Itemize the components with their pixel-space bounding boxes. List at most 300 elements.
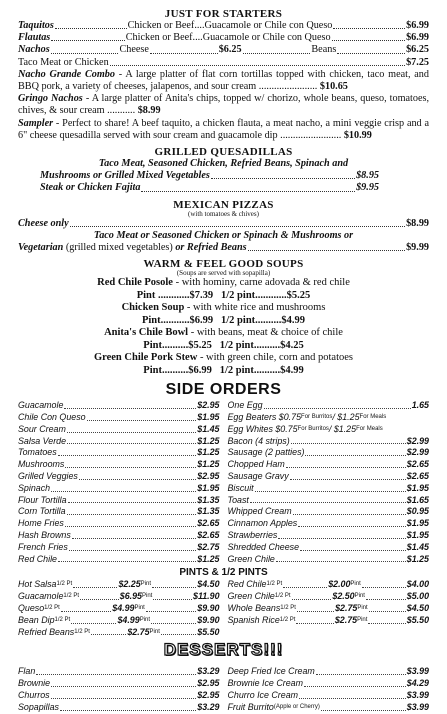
item-name: / $1.25 (332, 412, 360, 423)
dot-leader (304, 678, 406, 687)
dot-leader (366, 591, 406, 600)
item-name: Whipped Cream (227, 506, 292, 517)
starter-combo: Nacho Grande Combo - A large platter of flat corn tortillas topped with chicken, taco meat, and BBQ pork, a variety of cheeses, jalapenos, and sour cream ....................... $10.65 (18, 68, 429, 93)
item-price: $2.99 (406, 435, 429, 446)
item-price: $3.99 (406, 666, 429, 677)
dot-leader (70, 218, 405, 227)
pint-item (228, 579, 430, 591)
item-name: Deep Fried Ice Cream (227, 666, 315, 677)
dot-leader (51, 678, 196, 687)
item-price: $2.65 (406, 459, 429, 470)
item-name: / $1.25 (328, 423, 357, 434)
pint-item (18, 591, 220, 603)
side-order-item (228, 495, 430, 507)
item-name: or Refried Beans (175, 242, 247, 254)
item-desc: Cheese (119, 44, 149, 56)
dot-leader (71, 615, 116, 624)
pizzas-subheader: (with tomatoes & chives) (188, 209, 259, 218)
pizzas-header: MEXICAN PIZZAS (173, 198, 274, 211)
side-order-item (18, 542, 220, 554)
pint-label: Pint (149, 628, 160, 635)
dot-leader (58, 554, 196, 563)
dot-leader (65, 459, 196, 468)
side-order-item (18, 471, 220, 483)
dot-leader (150, 44, 218, 53)
dot-leader (243, 44, 311, 53)
dessert-item (18, 702, 220, 714)
dot-leader (337, 44, 405, 53)
item-note: For Burritos (297, 425, 329, 432)
item-price: $3.99 (406, 689, 429, 700)
side-order-item (228, 412, 430, 424)
item-desc: - A large platter of Anita's chips, topped w/ chorizo, whole beans, queso, tomatoes, chives, & sour cream (18, 93, 429, 117)
soup-item (18, 277, 429, 290)
item-name: Churro Ice Cream (227, 689, 299, 700)
item-price: $1.65 (406, 494, 429, 505)
side-orders-right (228, 400, 430, 565)
pint-price: $9.90 (197, 603, 220, 613)
item-name: Nachos (18, 44, 50, 56)
item-name: Nacho Grande Combo (18, 68, 115, 80)
item-price: $1.25 (197, 459, 220, 470)
item-name: Chile Con Queso (18, 412, 86, 423)
item-price: $1.35 (197, 506, 220, 517)
dot-leader (161, 627, 196, 636)
item-name: Toast (227, 494, 249, 505)
starter-nachos (18, 44, 429, 56)
pizza-cheese (18, 218, 429, 230)
half-pint-price: $2.00 (328, 579, 351, 590)
item-name: Strawberries (227, 530, 278, 541)
half-pint-price: $2.50 (332, 591, 355, 602)
pint-item (228, 603, 430, 615)
item-name: Refried Beans (18, 626, 75, 637)
item-name: Red Chile (227, 579, 267, 590)
item-price: $1.25 (197, 447, 220, 458)
item-price: $2.65 (406, 471, 429, 482)
side-order-item (18, 459, 220, 471)
item-price: $2.99 (406, 447, 429, 458)
item-name: Shredded Cheese (227, 541, 300, 552)
item-name: One Egg (227, 400, 263, 411)
item-desc: (grilled mixed vegetables) (63, 242, 176, 254)
dot-leader (60, 702, 196, 711)
dot-leader (73, 579, 117, 588)
desserts-right (228, 666, 430, 713)
soup-half-pint-price: 1/2 pint............$5.25 (221, 289, 311, 301)
pint-item (18, 603, 220, 615)
item-price: $2.95 (197, 678, 220, 689)
half-pint-label: 1/2 Pt (274, 593, 291, 600)
pizza-line-1 (18, 230, 429, 242)
pints-left (18, 579, 220, 638)
starter-nachos-meat (18, 57, 429, 69)
starter-flautas (18, 32, 429, 44)
item-name: Sampler (18, 117, 54, 129)
item-price: $1.25 (197, 553, 220, 564)
desserts-left (18, 666, 220, 713)
soups-list (18, 277, 429, 377)
item-name: Bacon (4 strips) (227, 435, 290, 446)
pint-price: $4.50 (197, 579, 220, 590)
dot-leader (67, 424, 196, 433)
side-order-item (18, 495, 220, 507)
dot-leader (298, 518, 406, 527)
item-note: For Meals (359, 414, 387, 421)
item-name: Green Chile (227, 553, 275, 564)
item-name: Flan (18, 666, 36, 677)
side-order-item (228, 471, 430, 483)
item-price: $6.25 (218, 44, 242, 56)
item-name: Queso (18, 603, 45, 613)
side-order-item (228, 400, 430, 412)
pint-label: Pint (350, 581, 361, 588)
desserts-columns (18, 666, 429, 713)
item-desc: Beans (311, 44, 337, 56)
soup-item (18, 302, 429, 315)
item-price: $2.75 (197, 541, 220, 552)
pint-item (18, 627, 220, 639)
side-orders-left (18, 400, 220, 565)
soup-pint-price: Pint..........$6.99 (143, 364, 212, 376)
dot-leader (51, 44, 119, 53)
pint-label: Pint (139, 616, 151, 623)
item-price: $8.95 (356, 170, 379, 182)
soup-name: Green Chile Pork Stew (93, 352, 198, 364)
side-order-item (228, 436, 430, 448)
pint-label: Pint (134, 605, 145, 611)
side-order-item (228, 530, 430, 542)
item-desc: Taco Meat, Seasoned Chicken, Refried Beans, Spinach and (98, 158, 349, 170)
dot-leader (87, 412, 197, 421)
half-pint-label: 1/2 Pt (63, 593, 80, 600)
item-name: Hot Salsa (18, 579, 57, 590)
soup-prices (18, 315, 429, 328)
starter-sampler: Sampler - Perfect to share! A beef taquito, a chicken flauta, a meat nacho, a mini veggie crisp and a 6" cheese quesadilla served with sour cream and guacamole dip ........................ $10.99 (18, 117, 429, 141)
item-name: Egg Whites $0.75 (227, 423, 298, 434)
side-order-item (228, 518, 430, 530)
side-order-item (228, 554, 430, 566)
item-name: Churros (18, 689, 50, 700)
pint-label: Pint (357, 616, 368, 623)
item-name: Hash Browns (18, 530, 71, 541)
dessert-item (18, 690, 220, 702)
quesadilla-line-3 (18, 182, 429, 194)
dessert-item (18, 678, 220, 690)
side-order-item (228, 506, 430, 518)
side-order-item (228, 447, 430, 459)
side-order-item (18, 554, 220, 566)
quesadillas-header: GRILLED QUESADILLAS (154, 146, 293, 159)
dessert-item (228, 690, 430, 702)
half-pint-price: $6.95 (119, 591, 142, 602)
item-name: Sour Cream (18, 423, 66, 434)
side-order-item (228, 459, 430, 471)
item-desc: Taco Meat or Chicken (18, 56, 109, 68)
dot-leader (305, 447, 405, 456)
dot-leader (64, 400, 196, 409)
dot-leader (332, 32, 405, 41)
dot-leader (362, 579, 406, 588)
item-desc: Mushrooms or Grilled Mixed Vegetables (40, 170, 210, 182)
side-orders-columns (18, 400, 429, 565)
dot-leader (55, 20, 127, 29)
dot-leader (333, 20, 405, 29)
item-price: $3.99 (406, 701, 429, 712)
item-desc: Chicken or Beef....Guacamole or Chile con Queso (125, 32, 331, 44)
item-desc: - Perfect to share! A beef taquito, a chicken flauta, a meat nacho, a mini veggie crisp and a 6" cheese quesadilla served with sour cream and guacamole dip (18, 117, 429, 141)
item-price: $2.65 (197, 518, 220, 529)
pint-price: $5.50 (406, 614, 430, 625)
item-price: $1.95 (197, 482, 220, 493)
item-price: $1.95 (406, 518, 429, 529)
pint-label: Pint (141, 593, 153, 600)
dot-leader (72, 530, 197, 539)
soup-desc: - with white rice and mushrooms (184, 302, 326, 314)
dot-leader (91, 627, 126, 636)
item-price: $4.29 (406, 678, 429, 689)
pint-price: $9.90 (197, 614, 220, 625)
dot-leader (286, 459, 406, 468)
item-price: $1.35 (197, 494, 220, 505)
item-price: $7.25 (406, 56, 429, 68)
dessert-item (18, 666, 220, 678)
dot-leader (316, 666, 406, 675)
pints-right (228, 579, 430, 638)
item-name: Guacamole (18, 400, 64, 411)
dessert-item (228, 678, 430, 690)
dot-leader (264, 400, 411, 409)
soup-pint-price: Pint ............$7.39 (136, 289, 214, 301)
side-order-item (18, 412, 220, 424)
soup-item (18, 352, 429, 365)
dot-leader (278, 530, 405, 539)
starter-taquitos (18, 20, 429, 32)
item-name: Brownie (18, 678, 51, 689)
dot-leader (80, 591, 119, 600)
item-price: $6.99 (406, 20, 430, 31)
item-name: Red Chile (18, 553, 57, 564)
starters-header: JUST FOR STARTERS (164, 8, 283, 20)
half-pint-label: 1/2 Pt (266, 581, 283, 588)
item-price: $10.65 (319, 81, 348, 93)
item-price: $6.25 (406, 44, 429, 56)
soup-half-pint-price: 1/2 pint..........$4.25 (219, 339, 304, 351)
side-order-item (18, 518, 220, 530)
soup-desc: - with beans, meat & choice of chile (188, 327, 343, 339)
dot-leader (276, 554, 406, 563)
soup-pint-price: Pint..........$5.25 (143, 339, 212, 351)
dot-leader (299, 690, 406, 699)
dot-leader (296, 615, 333, 624)
side-order-item (228, 483, 430, 495)
item-price: $1.95 (406, 530, 429, 541)
starter-gringo: Gringo Nachos - A large platter of Anita's chips, topped w/ chorizo, whole beans, queso, tomatoes, chives, & sour cream ........... $8.99 (18, 93, 429, 117)
half-pint-label: 1/2 Pt (56, 581, 73, 588)
item-name: Flautas (18, 32, 51, 44)
item-name: Egg Beaters $0.75 (227, 412, 302, 423)
side-order-item (18, 506, 220, 518)
item-price: $9.95 (356, 182, 379, 194)
item-name: Guacamole (18, 591, 64, 602)
dot-leader (248, 242, 405, 251)
dessert-item (228, 702, 430, 714)
item-name: Biscuit (227, 482, 254, 493)
dot-leader (250, 495, 406, 504)
item-name: Vegetarian (18, 242, 64, 254)
item-price: $1.25 (197, 435, 220, 446)
pint-label: Pint (354, 593, 365, 600)
soup-name: Anita's Chile Bowl (104, 327, 189, 339)
item-price: $3.29 (197, 701, 220, 712)
soup-prices (18, 290, 429, 303)
soup-name: Chicken Soup (121, 302, 185, 314)
item-desc: Chicken or Beef....Guacamole or Chile con Queso (127, 20, 333, 31)
item-price: $2.95 (197, 471, 220, 482)
half-pint-price: $2.25 (118, 579, 141, 590)
dot-leader (211, 170, 355, 179)
item-desc: - A large platter of flat corn tortillas topped with chicken, taco meat, and BBQ pork, a variety of cheeses, jalapenos, and sour cream (18, 68, 429, 93)
item-name: Fruit Burrito (227, 701, 274, 712)
side-order-item (18, 530, 220, 542)
dot-leader (68, 495, 197, 504)
pint-label: Pint (357, 605, 368, 611)
half-pint-label: 1/2 Pt (54, 616, 71, 623)
item-price: $1.45 (197, 423, 220, 434)
item-price: $1.25 (406, 553, 429, 564)
item-desc: Taco Meat or Seasoned Chicken or Spinach & Mushrooms or (93, 229, 354, 241)
pint-price: $4.50 (406, 603, 430, 613)
item-name: Whole Beans (227, 603, 281, 613)
soup-half-pint-price: 1/2 pint..........$4.99 (219, 364, 304, 376)
dessert-item (228, 666, 430, 678)
quesadilla-line-1 (18, 158, 429, 170)
desserts-header: DESSERTS!!! (163, 640, 284, 660)
pint-price: $11.90 (193, 591, 220, 602)
half-pint-price: $2.75 (127, 626, 150, 637)
item-name: Flour Tortilla (18, 494, 67, 505)
soup-desc: - with green chile, corn and potatoes (197, 352, 354, 364)
item-name: Sopapillas (18, 701, 59, 712)
soups-header: WARM & FEEL GOOD SOUPS (143, 258, 304, 271)
dot-leader (141, 182, 355, 191)
item-price: $3.29 (197, 666, 220, 677)
dot-leader (110, 57, 405, 66)
dot-leader (69, 542, 196, 551)
soup-pint-price: Pint...........$6.99 (141, 314, 214, 326)
dot-leader (67, 506, 197, 515)
pizza-line-2 (18, 242, 429, 254)
pint-price: $5.50 (197, 626, 220, 637)
item-note: For Burritos (301, 414, 333, 421)
soup-prices (18, 365, 429, 378)
item-name: Gringo Nachos (18, 93, 83, 105)
half-pint-price: $2.75 (335, 603, 358, 613)
item-name: Cheese only (18, 217, 69, 229)
pint-price: $4.00 (406, 579, 430, 590)
item-desc: Steak or Chicken Fajita (40, 182, 141, 194)
dot-leader (51, 483, 196, 492)
item-name: Corn Tortilla (18, 506, 66, 517)
item-name: Home Fries (18, 518, 64, 529)
side-order-item (18, 400, 220, 412)
item-price: $0.95 (406, 506, 429, 517)
pints-columns (18, 579, 429, 638)
dot-leader (67, 436, 196, 445)
half-pint-label: 1/2 Pt (74, 628, 90, 635)
side-order-item (18, 483, 220, 495)
item-price: $8.99 (406, 217, 429, 229)
dot-leader (292, 591, 332, 600)
dot-leader (369, 603, 406, 612)
dot-leader (291, 436, 406, 445)
half-pint-label: 1/2 Pt (44, 605, 60, 611)
dot-leader (290, 471, 406, 480)
pint-item (228, 615, 430, 627)
dot-leader (51, 32, 124, 41)
item-name: Mushrooms (18, 459, 65, 470)
dot-leader (79, 471, 196, 480)
dot-leader (58, 447, 197, 456)
item-name: Green Chile (227, 591, 275, 602)
item-price: $1.95 (406, 482, 429, 493)
soup-half-pint-price: 1/2 pint..........$4.99 (221, 314, 306, 326)
soup-item (18, 327, 429, 340)
soup-name: Red Chile Posole (97, 277, 173, 289)
dot-leader (368, 615, 405, 624)
item-note: For Meals (356, 425, 383, 432)
soup-prices (18, 340, 429, 353)
dot-leader (300, 542, 406, 551)
side-order-item (228, 424, 430, 436)
pint-label: Pint (140, 581, 152, 588)
item-name: Bean Dip (18, 614, 55, 625)
item-name: Salsa Verde (18, 435, 67, 446)
pint-price: $5.00 (406, 591, 430, 602)
item-name: Tomatoes (18, 447, 57, 458)
item-price: $9.99 (406, 242, 429, 254)
dot-leader (283, 579, 327, 588)
half-pint-price: $4.99 (112, 603, 135, 613)
pint-item (18, 579, 220, 591)
dot-leader (36, 666, 196, 675)
pint-item (18, 615, 220, 627)
side-order-item (18, 447, 220, 459)
item-name: Sausage Gravy (227, 471, 289, 482)
item-name: Spinach (18, 482, 51, 493)
soups-subheader: (Soups are served with sopapilla) (176, 269, 271, 278)
dot-leader (146, 603, 196, 612)
side-order-item (18, 436, 220, 448)
dot-leader (65, 518, 196, 527)
item-price: $8.99 (137, 105, 161, 117)
dot-leader (153, 591, 192, 600)
item-price: $10.99 (343, 129, 372, 141)
item-name: Taquitos (18, 20, 54, 31)
half-pint-price: $4.99 (117, 614, 140, 625)
dot-leader (255, 483, 406, 492)
dot-leader (293, 506, 406, 515)
item-name: Cinnamon Apples (227, 518, 298, 529)
pints-header: PINTS & 1/2 PINTS (179, 567, 268, 579)
pint-item (228, 591, 430, 603)
dot-leader (51, 690, 197, 699)
item-price: $6.99 (406, 32, 429, 44)
half-pint-label: 1/2 Pt (280, 605, 296, 611)
dot-leader (61, 603, 111, 612)
item-price: 1.65 (411, 400, 429, 411)
side-order-item (18, 424, 220, 436)
